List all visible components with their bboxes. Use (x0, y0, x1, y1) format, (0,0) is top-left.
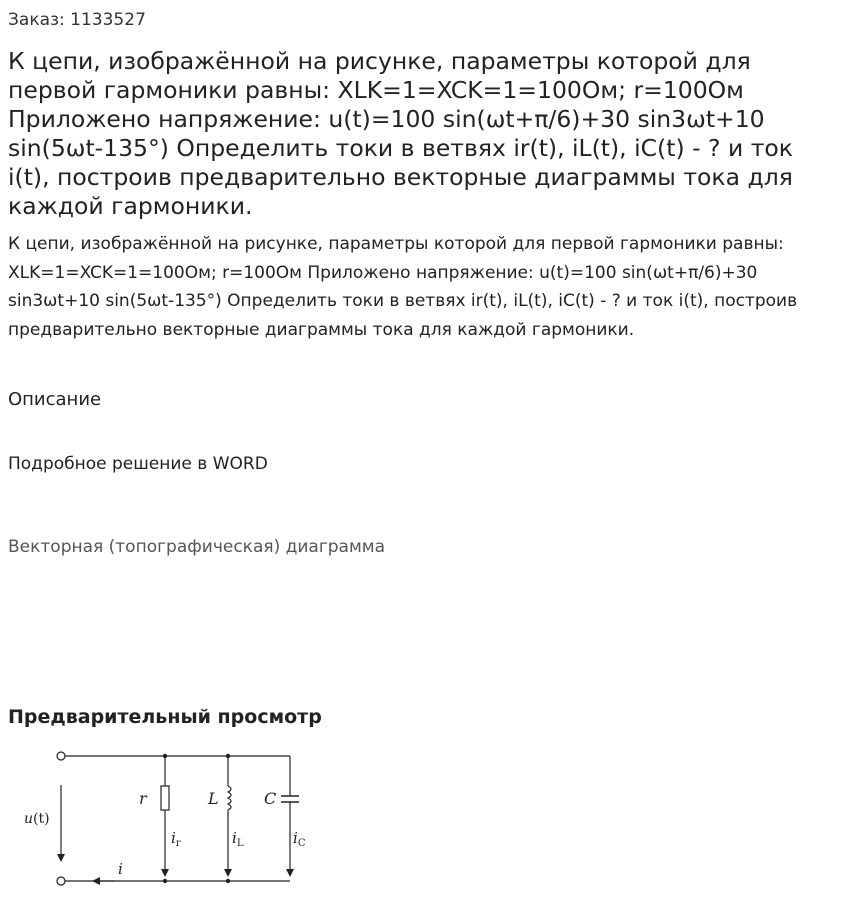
junction-dot (163, 879, 167, 883)
junction-dot (226, 879, 230, 883)
terminal-bottom (57, 877, 65, 885)
total-current-label: i (118, 860, 123, 878)
terminal-top (57, 752, 65, 760)
resistor-symbol (161, 786, 169, 810)
inductor-symbol (228, 786, 231, 810)
circuit-diagram (0, 740, 320, 900)
current-ic-label: $i_C$ (293, 829, 306, 849)
current-il-label: $i_L$ (232, 829, 244, 849)
order-number: Заказ: 1133527 (8, 10, 146, 30)
voltage-label: u(t) (24, 811, 50, 827)
inductor-label: L (208, 789, 219, 808)
capacitor-label: C (264, 789, 277, 808)
task-description: К цепи, изображённой на рисунке, параметры которой для первой гармоники равны: XLK=1=XCK=1=100Ом; r=100Ом Приложено напряжение: u(t)=100 sin(ωt+π/6)+30 sin3ωt+10 sin(5ωt-135°) Определить токи в ветвях ir(t), iL(t), iC(t) - ? и ток i(t), построив предварительно векторные диаграммы тока для каждой гармоники. (8, 234, 798, 340)
description-label: Описание (8, 389, 102, 410)
diagram-label: Векторная (топографическая) диаграмма (8, 537, 386, 557)
resistor-label: r (139, 789, 147, 808)
current-ir-label: $i_r$ (171, 829, 181, 849)
preview-heading: Предварительный просмотр (8, 706, 322, 728)
task-title: К цепи, изображённой на рисунке, параметры которой для первой гармоники равны: XLK=1=XCK=1=100Ом; r=100Ом Приложено напряжение: u(t)=100 sin(ωt+π/6)+30 sin3ωt+10 sin(5ωt-135°) Определить токи в ветвях ir(t), iL(t), iC(t) - ? и ток i(t), построив предварительно векторные диаграммы тока для каждой гармоники. (8, 47, 793, 220)
solution-text: Подробное решение в WORD (8, 454, 268, 474)
